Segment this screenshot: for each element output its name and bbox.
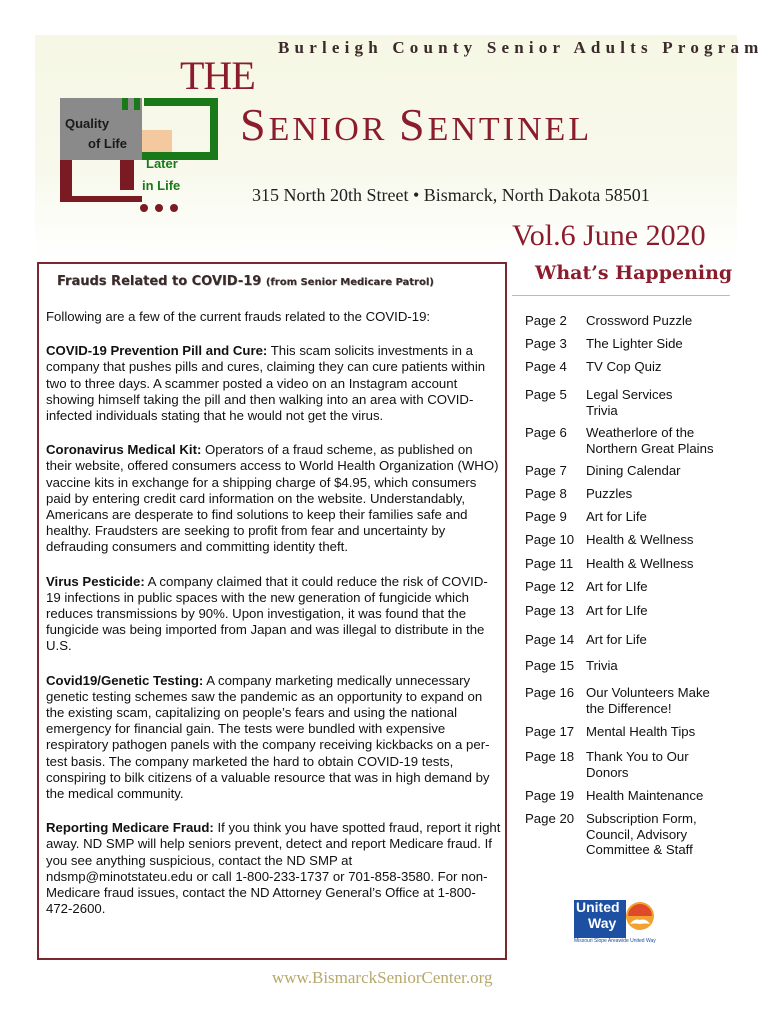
footer-website: www.BismarckSeniorCenter.org <box>272 968 493 987</box>
logo-label-later: Later <box>146 156 178 171</box>
article-item: Coronavirus Medical Kit: Operators of a fraud scheme, as published on their website, offered consumers access to World Health Organization (WHO) vaccine kits in exchange for a shipping charge of $4.95, which consumers paid by entering credit card information on the website. Understandably, Americans are desperate to find solutions to keep their families safe and healthy. Fraudsters are seeking to profit from fear and uncertainty by defrauding consumers and committing identity theft. <box>46 442 499 555</box>
article-title: Frauds Related to COVID-19 (from Senior Medicare Patrol) <box>57 274 434 289</box>
masthead-title: SENIOR SENTINEL <box>240 99 593 150</box>
article-item: COVID-19 Prevention Pill and Cure: This scam solicits investments in a company that pushes pills and cures, claiming they can cure patients within two to three days. A scammer posted a video on an Instagram account showing himself taking the pill and then walking into an area with COVID-infected individuals stating that he would not get the virus. <box>46 343 486 424</box>
article-item: Covid19/Genetic Testing: A company marketing medically unnecessary genetic testing schemes saw the pandemic as an opportunity to expand on the existing scam, capitalizing on people’s fears and using the national emergency for financial gain. The tests were bundled with expensive respiratory pathogen panels with the company receiving kickbacks on a per-test basis. The company marketed the hard to obtain COVID-19 tests, conspiring to bilk citizens of a valuable resource that was in high demand by the medical community. <box>46 672 490 802</box>
logo-label-in-life: in Life <box>142 178 181 193</box>
logo-label-quality: Quality <box>65 116 110 131</box>
united-way-logo <box>574 894 660 944</box>
united-way-line1: United <box>576 899 620 915</box>
quality-of-life-logo <box>60 98 220 213</box>
program-name: Burleigh County Senior Adults Program <box>278 38 764 57</box>
united-way-line2: Way <box>588 915 617 931</box>
sidebar-title: What’s Happening <box>535 262 733 284</box>
sidebar-divider <box>512 295 730 296</box>
article-intro: Following are a few of the current frauds related to the COVID-19: <box>46 309 431 324</box>
article-item: Virus Pesticide: A company claimed that it could reduce the risk of COVID-19 infections in public spaces with the new generation of fungicide which reduces transmissions by 90%. Upon investigation, it was found that the fungicide was being imported from Japan and was illegal to distribute in the U.S. <box>46 573 488 654</box>
united-way-tagline: Missouri Slope Areawide United Way <box>574 938 656 944</box>
article-item: Reporting Medicare Fraud: If you think you have spotted fraud, report it right away. ND SMP will help seniors prevent, detect and report Medicare fraud. If you see anything suspicious, contact the ND SMP at ndsmp@minotstateu.edu or call 1-800-233-1737 or 701-858-3580. For non-Medicare fraud issues, contact the ND Attorney General’s Office at 1-800-472-2600. <box>46 820 501 917</box>
masthead-the: THE <box>180 53 255 98</box>
volume-date: Vol.6 June 2020 <box>512 219 706 252</box>
logo-label-of-life: of Life <box>88 136 127 151</box>
address: 315 North 20th Street • Bismarck, North Dakota 58501 <box>252 185 650 205</box>
article-body <box>46 309 501 936</box>
